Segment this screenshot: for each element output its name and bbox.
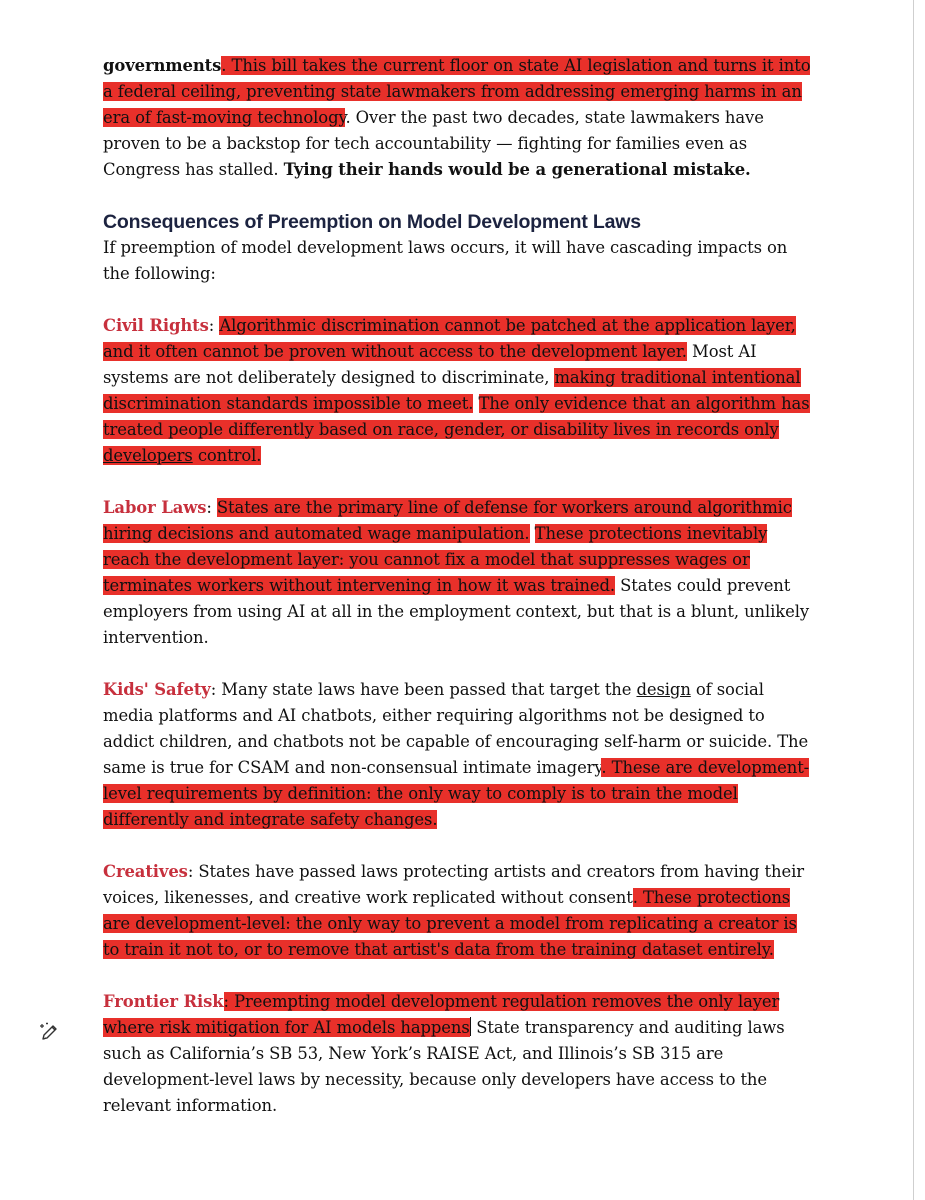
kids-safety-text-1: Many state laws have been passed that target the	[221, 680, 637, 699]
labor-label: Labor Laws	[103, 498, 207, 517]
civil-rights-colon: :	[208, 316, 220, 335]
design-underline: design	[636, 680, 691, 699]
civil-rights-text-1: Most AI systems are not deliberately designed to discriminate,	[103, 342, 757, 387]
civil-rights-label: Civil Rights	[103, 316, 209, 335]
civil-rights-highlight-3a: The only evidence that an algorithm has treated people differently based on race, gender, or disability lives in records only	[103, 394, 810, 439]
kids-safety-text-2: of social media platforms and AI chatbots, either requiring algorithms not be designed to addict children, and chatbots not be capable of encouraging self-harm or suicide. The same is true for CSAM and non-consensual intimate imagery	[103, 680, 809, 777]
kids-safety-paragraph	[103, 677, 815, 833]
page-edge	[913, 0, 914, 1200]
labor-highlight-2: These protections inevitably reach the development layer: you cannot fix a model that suppresses wages or terminates workers without intervening in how it was trained.	[103, 524, 768, 595]
kids-safety-colon: :	[210, 680, 222, 699]
creatives-paragraph	[103, 859, 815, 963]
creatives-colon: :	[187, 862, 199, 881]
labor-highlight-1: States are the primary line of defense for workers around algorithmic hiring decisions and automated wage manipulation.	[103, 498, 792, 543]
intro-paragraph	[103, 53, 815, 183]
intro-text: . Over the past two decades, state lawmakers have proven to be a backstop for tech accountability — fighting for families even as Congress has stalled.	[103, 108, 764, 179]
intro-lead: governments	[103, 56, 222, 75]
frontier-risk-label: Frontier Risk	[103, 992, 224, 1011]
frontier-risk-highlight: : Preempting model development regulation removes the only layer where risk mitigation for AI models happens	[103, 992, 780, 1037]
intro-closing: Tying their hands would be a generational mistake.	[283, 160, 751, 179]
magic-pen-edit-icon[interactable]	[37, 1020, 61, 1044]
document-body[interactable]	[103, 53, 815, 1119]
civil-rights-paragraph	[103, 313, 815, 469]
frontier-risk-paragraph	[103, 989, 815, 1119]
section-heading: Consequences of Preemption on Model Development Laws	[103, 211, 641, 233]
intro-highlight: . This bill takes the current floor on state AI legislation and turns it into a federal ceiling, preventing state lawmakers from addressing emerging harms in an era of fast-moving technology	[103, 56, 811, 127]
labor-text-2: States could prevent employers from using AI at all in the employment context, but that is a blunt, unlikely intervention.	[103, 576, 809, 647]
creatives-label: Creatives	[103, 862, 188, 881]
developers-underline: developers	[103, 446, 193, 465]
labor-paragraph	[103, 495, 815, 651]
civil-rights-highlight-1: Algorithmic discrimination cannot be patched at the application layer, and it often cannot be proven without access to the development layer.	[103, 316, 796, 361]
creatives-highlight: . These protections are development-level: the only way to prevent a model from replicating a creator is to train it not to, or to remove that artist's data from the training dataset entirely.	[103, 888, 797, 959]
labor-text-1	[530, 524, 535, 543]
lead-paragraph: If preemption of model development laws occurs, it will have cascading impacts on the following:	[103, 238, 788, 283]
kids-safety-label: Kids' Safety	[103, 680, 211, 699]
civil-rights-highlight-3b: control.	[192, 446, 262, 465]
civil-rights-highlight-2: making traditional intentional discrimination standards impossible to meet.	[103, 368, 801, 413]
frontier-risk-text: State transparency and auditing laws such as California’s SB 53, New York’s RAISE Act, and Illinois’s SB 315 are development-level laws by necessity, because only developers have access to the relevant information.	[103, 1018, 785, 1115]
labor-colon: :	[206, 498, 217, 517]
creatives-text: States have passed laws protecting artists and creators from having their voices, likenesses, and creative work replicated without consent	[103, 862, 804, 907]
kids-safety-highlight: . These are development-level requirements by definition: the only way to comply is to train the model differently and integrate safety changes.	[103, 758, 810, 829]
